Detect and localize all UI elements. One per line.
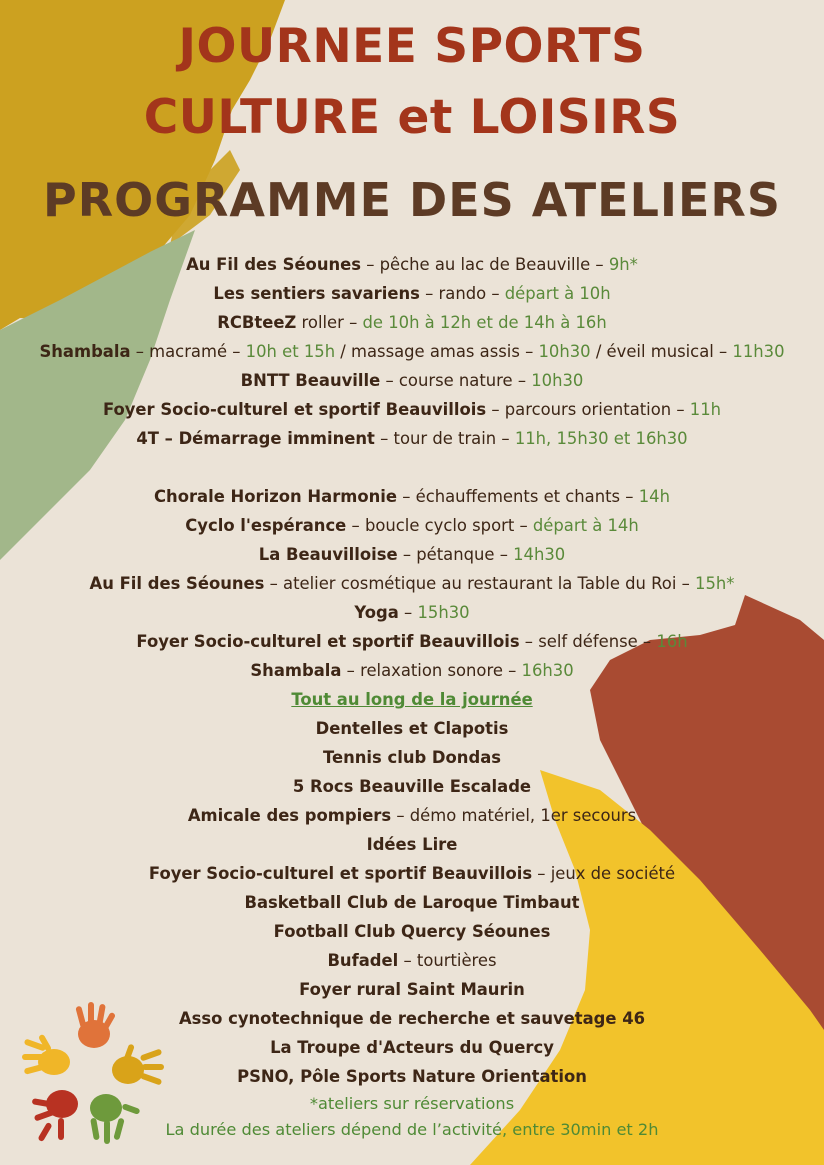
list-item: Cyclo l'espérance – boucle cyclo sport – départ à 14h xyxy=(185,516,639,535)
list-item: Au Fil des Séounes – atelier cosmétique au restaurant la Table du Roi – 15h* xyxy=(89,574,735,593)
list-item: Dentelles et Clapotis xyxy=(315,719,509,738)
list-item: Basketball Club de Laroque Timbaut xyxy=(244,893,580,912)
list-item: Amicale des pompiers – démo matériel, 1er secours xyxy=(187,806,637,825)
list-item: Chorale Horizon Harmonie – échauffements et chants – 14h xyxy=(154,487,670,506)
list-item: Idées Lire xyxy=(366,835,458,854)
list-item: Tennis club Dondas xyxy=(322,748,502,767)
list-item: 5 Rocs Beauville Escalade xyxy=(292,777,532,796)
spacer xyxy=(0,453,824,482)
list-item: Bufadel – tourtières xyxy=(327,951,497,970)
list-item: La Beauvilloise – pétanque – 14h30 xyxy=(258,545,566,564)
list-item: Les sentiers savariens – rando – départ à 10h xyxy=(213,284,611,303)
title-line-1: JOURNEE SPORTS xyxy=(178,19,646,74)
all-day-heading: Tout au long de la journée xyxy=(291,690,533,709)
list-item: Asso cynotechnique de recherche et sauvetage 46 xyxy=(178,1009,646,1028)
reservation-note: *ateliers sur réservations xyxy=(309,1094,515,1113)
list-item: PSNO, Pôle Sports Nature Orientation xyxy=(237,1067,587,1086)
title-line-2: CULTURE et LOISIRS xyxy=(143,90,681,145)
list-item: Au Fil des Séounes – pêche au lac de Beauville – 9h* xyxy=(186,255,638,274)
list-item: 4T – Démarrage imminent – tour de train – 11h, 15h30 et 16h30 xyxy=(136,429,688,448)
list-item: BNTT Beauville – course nature – 10h30 xyxy=(240,371,584,390)
list-item: Shambala – macramé – 10h et 15h / massage amas assis – 10h30 / éveil musical – 11h30 xyxy=(39,342,785,361)
list-item: Foyer Socio-culturel et sportif Beauvillois – parcours orientation – 11h xyxy=(102,400,722,419)
list-item: Yoga – 15h30 xyxy=(354,603,470,622)
subtitle: PROGRAMME DES ATELIERS xyxy=(43,173,781,227)
colorful-hands-logo-icon xyxy=(18,1000,166,1150)
list-item: RCBteeZ roller – de 10h à 12h et de 14h à 16h xyxy=(217,313,607,332)
list-item: Foyer rural Saint Maurin xyxy=(299,980,525,999)
duration-note: La durée des ateliers dépend de l’activité, entre 30min et 2h xyxy=(165,1120,659,1139)
list-item: Foyer Socio-culturel et sportif Beauvillois – self défense – 16h xyxy=(136,632,688,651)
list-item: Foyer Socio-culturel et sportif Beauvillois – jeux de société xyxy=(148,864,676,883)
list-item: Shambala – relaxation sonore – 16h30 xyxy=(250,661,574,680)
list-item: La Troupe d'Acteurs du Quercy xyxy=(270,1038,554,1057)
list-item: Football Club Quercy Séounes xyxy=(273,922,551,941)
